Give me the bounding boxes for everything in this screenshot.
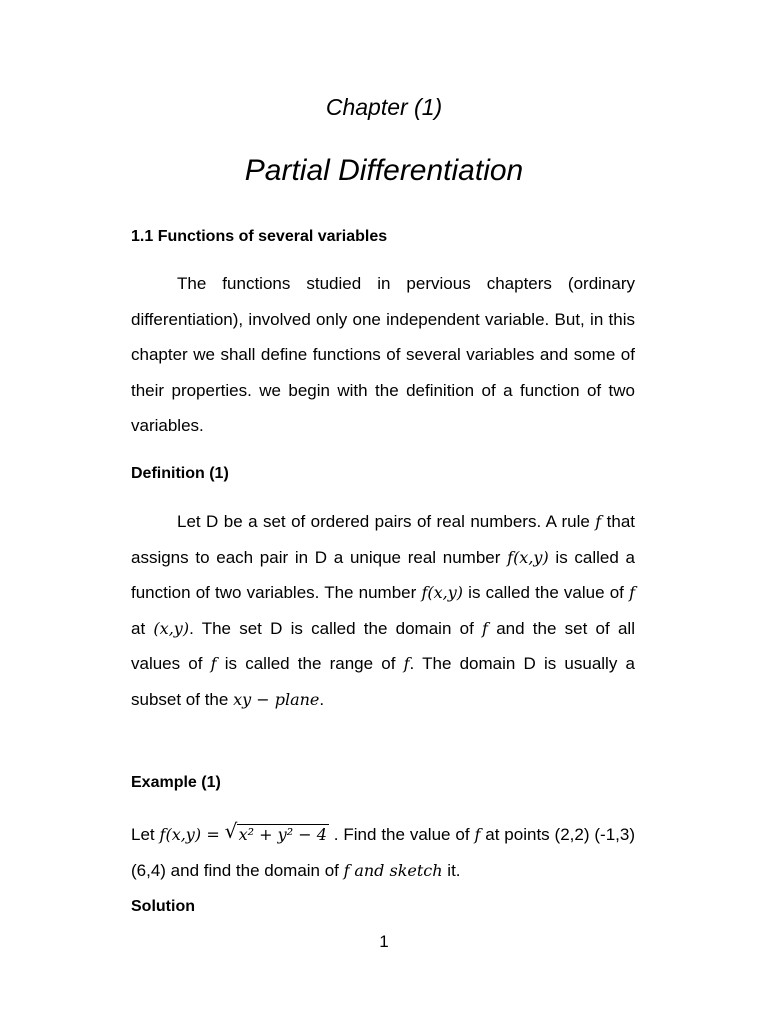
example-text: at points (2,2) (-1,3) (6,4) and find the domain of (131, 825, 636, 880)
definition-text: Let D be a set of ordered pairs of real numbers. A rule (177, 512, 590, 531)
math-f: f (482, 618, 488, 638)
math-xy: (x,y) (153, 618, 190, 638)
square-root-expression (225, 817, 329, 853)
page-number: 1 (379, 932, 389, 951)
math-f: f (343, 860, 350, 880)
definition-text: is called a function of two variables. The number (131, 547, 635, 602)
page-title: Partial Differentiation (244, 154, 524, 187)
radical-icon: √ (224, 819, 238, 843)
math-and-sketch: and sketch (354, 860, 443, 880)
definition-heading: Definition (1) (131, 465, 229, 482)
definition-paragraph (131, 504, 635, 717)
math-xy-plane: xy − plane (233, 689, 320, 709)
intro-paragraph: The functions studied in pervious chapters (ordinary differentiation), involved only one independent variable. But, in this chapter we shall define functions of several variables and some of their properties. we begin with the definition of a function of two variables. (131, 274, 635, 435)
math-f: f (595, 512, 602, 531)
radicand: x² + y² − 4 (238, 825, 327, 844)
example-paragraph (131, 817, 635, 888)
math-f: f (474, 825, 481, 844)
math-fxy: f(x,y) (507, 547, 549, 567)
example-text: it. (447, 860, 461, 880)
definition-text: . (319, 689, 325, 709)
math-fxy: f(x,y) (421, 583, 464, 602)
definition-text: at (131, 618, 146, 638)
definition-text: . The domain D is usually a subset of the (131, 654, 635, 709)
chapter-label: Chapter (1) (325, 94, 443, 120)
math-f: f (629, 583, 635, 602)
definition-text: is called the value of (468, 583, 624, 602)
section-heading: 1.1 Functions of several variables (131, 228, 388, 245)
math-f: f (210, 654, 217, 673)
example-heading: Example (1) (131, 774, 221, 791)
math-function-lhs: f(x,y) = (159, 825, 220, 844)
definition-text: . The set D is called the domain of (189, 618, 474, 638)
definition-text: and the set of all values of (131, 618, 635, 673)
example-text: . Find the value of (333, 825, 470, 844)
example-text: Let (131, 825, 155, 844)
definition-text: that assigns to each pair in D a unique real number (131, 512, 636, 567)
solution-heading: Solution (131, 898, 195, 915)
math-f: f (403, 654, 410, 673)
definition-text: is called the range of (224, 654, 396, 673)
